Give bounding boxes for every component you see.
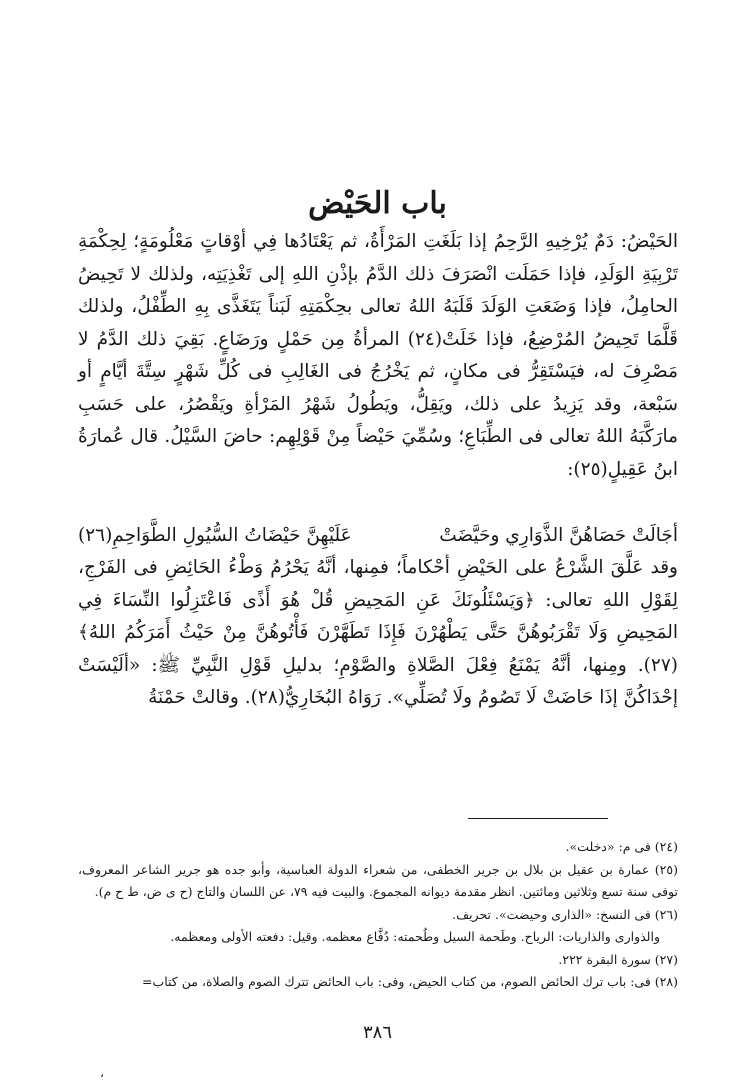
poetry-verse [78, 520, 678, 552]
body-text-section-1 [78, 226, 678, 486]
footnote-separator [468, 818, 608, 819]
footnote: (٢٨) فى: باب ترك الحائض الصوم، من كتاب الحيض، وفى: باب الحائض تترك الصوم والصلاة، من كتاب= [141, 974, 678, 989]
footnote-continuation: والذوارى والذاريات: الرياح. وطَحمة السيل وطُحمته: دُفَّاع معظمه. وقيل: دفعته الأولى ومعظمه. [170, 929, 660, 944]
footnote: (٢٦) فى النسخ: «الذارى وحيضت». تحريف. [452, 906, 678, 922]
footnotes [78, 836, 678, 994]
verse-first-hemistich: أجَالَتْ حَصَاهُنَّ الذَّوَارِي وحَيَّضَتْ [439, 525, 678, 546]
body-text-section-2 [78, 552, 678, 715]
footnote: (٢٥) عمارة بن عقيل بن بلال بن جرير الخطفى، من شعراء الدولة العباسية، وأبو جده هو جرير الشاعر المعروف، توفى سنة تسع وثلاثين ومائتين. انظر مقدمة ديوانه المجموع. والبيت فيه ٧٩، عن اللسان والتاج (ح ى ض، ط ح م). [78, 861, 678, 899]
chapter-title: باب الحَيْض [308, 186, 447, 221]
bottom-mark: ، [100, 1066, 104, 1080]
body-paragraph: وقد عَلَّقَ الشَّرْعُ على الحَيْضِ أحْكاماً؛ فمِنها، أنَّهُ يَحْرُمُ وَطْءُ الحَائِضِ فى الفَرْجِ، لِقَوْلِ اللهِ تعالى: ﴿وَيَسْئَلُونَكَ عَنِ المَحِيضِ قُلْ هُوَ أَذًى فَاعْتَزِلُوا النِّسَاءَ فِي المَحِيضِ وَلَا تَقْرَبُوهُنَّ حَتَّى يَطْهُرْنَ فَإِذَا تَطَهَّرْنَ فَأْتُوهُنَّ مِنْ حَيْثُ أَمَرَكُمُ اللهُ﴾(٢٧). ومِنها، أنَّهُ يَمْنَعُ فِعْلَ الصَّلاةِ والصَّوْمِ؛ بدليلِ قَوْلِ النَّبِيِّ ﷺ: «ألَيْسَتْ إحْدَاكُنَّ إذَا حَاضَتْ لَا تَصُومُ ولَا تُصَلِّي». رَوَاهُ البُخَارِيُّ(٢٨). وقالتْ حَمْنَةُ [78, 557, 678, 708]
footnote: (٢٤) فى م: «دخلت». [565, 839, 678, 854]
verse-second-hemistich: عَلَيْهِنَّ حَيْضَاتُ السُّيُولِ الطَّوَاحِمِ(٢٦) [78, 525, 352, 546]
page-number: ٣٨٦ [362, 1022, 392, 1043]
body-paragraph: الحَيْضُ: دَمٌ يُرْخِيهِ الرَّحِمُ إذا بَلَغَتِ المَرْأَةُ، ثم يَعْتَادُها فِي أوْقاتٍ مَعْلُومَةٍ؛ لِحِكْمَةِ تَرْبِيَةِ الوَلَدِ، فإذا حَمَلَت انْصَرَفَ ذلك الدَّمُ بإذْنِ اللهِ إلى تَغْذِيَتِه، ولذلك لا تَحِيضُ الحامِلُ، فإذا وَضَعَتِ الوَلَدَ قَلَبَهُ اللهُ تعالى بحِكْمَتِهِ لَبَناً يَتَغَذَّى بِهِ الطِّفْلُ، ولذلك قَلَّمَا تَحِيضُ المُرْضِعُ، فإذا خَلَتْ(٢٤) المرأةُ مِن حَمْلٍ ورَضَاعٍ. بَقِيَ ذلك الدَّمُ لا مَصْرِفَ له، فيَسْتَقِرُّ فى مكانٍ، ثم يَخْرُجُ فى الغَالِبِ فى كُلِّ شَهْرٍ سِتَّةَ أيَّامٍ أو سَبْعة، وقد يَزِيدُ على ذلك، ويَقِلُّ، ويَطُولُ شَهْرُ المَرْأةِ ويَقْصُرُ، على حَسَبِ مارَكَّبَهُ اللهُ تعالى فى الطِّبَاعِ؛ وسُمِّيَ حَيْضاً مِنْ قَوْلِهِم: حاضَ السَّيْلُ. قال عُمارَةُ ابنُ عَقِيلٍ(٢٥): [78, 231, 678, 480]
footnote: (٢٧) سورة البقرة ٢٢٢. [558, 951, 678, 967]
